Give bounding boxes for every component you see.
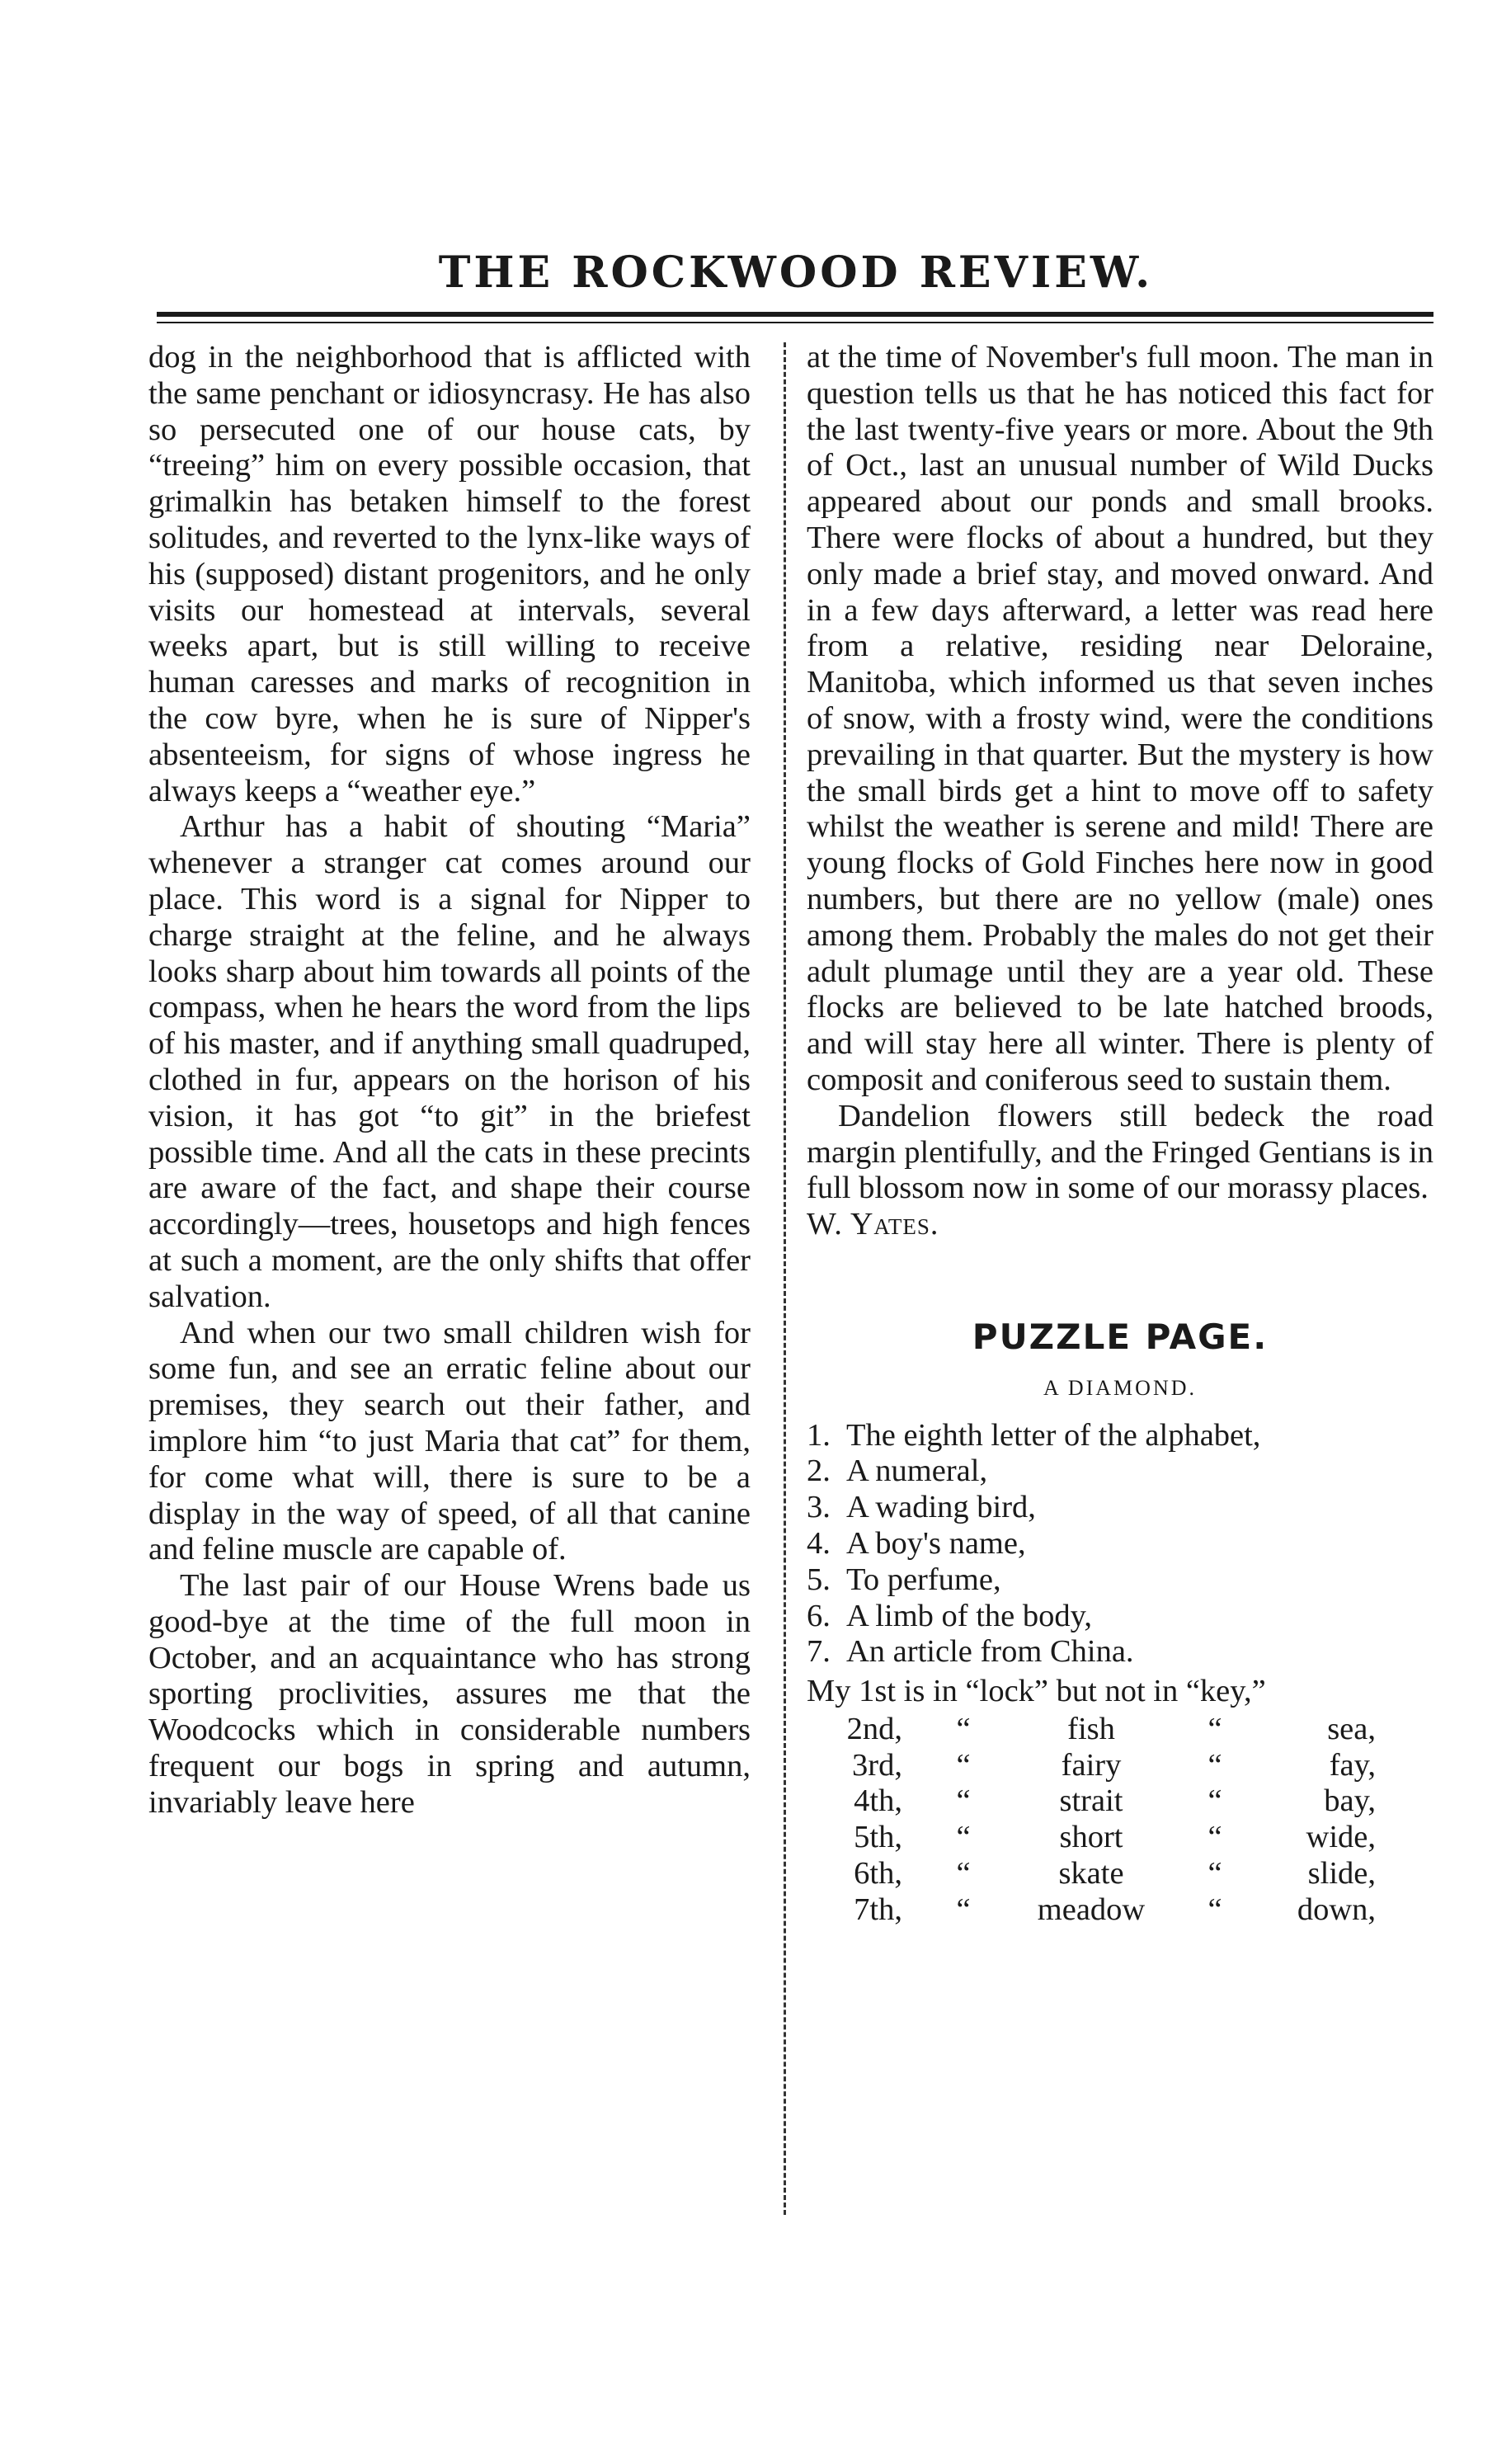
running-head: THE ROCKWOOD REVIEW.: [438, 247, 1154, 298]
puzzle-item-text: A wading bird,: [846, 1490, 1036, 1525]
clue-ditto: “: [1207, 1892, 1222, 1927]
clue-ditto: “: [956, 1820, 971, 1855]
puzzle-item-number: 6.: [807, 1598, 831, 1633]
puzzle-item: [807, 1418, 1433, 1454]
clue-ditto: “: [1207, 1747, 1222, 1783]
clue-ditto: “: [956, 1783, 971, 1819]
clue-ordinal: 2nd,: [846, 1711, 902, 1746]
right-paragraph-1: at the time of November's full moon. The man in question tells us that he has noticed this fact for the last twenty-five years or more. About the 9th of Oct., last an unusual number of Wild Ducks appeared about our ponds and small brooks. There were flocks of about a hundred, but they only made a brief stay, and moved onward. And in a few days afterward, a letter was read here from a relative, residing near Deloraine, Manitoba, which informed us that seven inches of snow, with a frosty wind, were the conditions prevailing in that quarter. But the mystery is how the small birds get a hint to move off to safety whilst the weather is serene and mild! There are young flocks of Gold Finches here now in good numbers, but there are no yellow (male) ones among them. Probably the males do not get their adult plumage until they are a year old. These flocks are believed to be late hatched broods, and will stay here all winter. There is plenty of composit and coniferous seed to sustain them.: [807, 340, 1433, 1097]
clue-in-word: strait: [1059, 1783, 1123, 1819]
clue-ditto: “: [1207, 1820, 1222, 1855]
clue-ordinal: 6th,: [854, 1856, 902, 1892]
clue-ditto: “: [1207, 1711, 1222, 1746]
puzzle-item-number: 2.: [807, 1453, 831, 1489]
puzzle-item: [807, 1634, 1433, 1670]
right-column: [807, 340, 1433, 1929]
puzzle-list: [807, 1418, 1433, 1671]
puzzle-item-number: 3.: [807, 1490, 831, 1525]
clue-in-word: short: [1059, 1820, 1123, 1855]
puzzle-item: [807, 1599, 1433, 1635]
puzzle-title: PUZZLE PAGE.: [972, 1316, 1269, 1357]
puzzle-item-text: A limb of the body,: [846, 1598, 1092, 1633]
left-column: [148, 340, 751, 1821]
clue-ditto: “: [956, 1711, 971, 1746]
puzzle-item-text: A boy's name,: [846, 1525, 1026, 1561]
puzzle-item-text: A numeral,: [846, 1453, 988, 1489]
column-divider: [784, 342, 786, 2215]
signature-text: W. Yates.: [807, 1207, 939, 1242]
puzzle-item-text: The eighth letter of the alphabet,: [846, 1417, 1261, 1453]
puzzle-item-number: 5.: [807, 1562, 831, 1597]
left-paragraph-2: Arthur has a habit of shouting “Maria” whenever a stranger cat comes around our place. This word is a signal for Nipper to charge straight at the feline, and he always looks sharp about him towards all points of the compass, when he hears the word from the lips of his master, and if anything small quadruped, clothed in fur, appears on the horison of his vision, it has got “to git” in the briefest possible time. And all the cats in these precints are aware of the fact, and shape their course accordingly—trees, housetops and high fences at such a moment, are the only shifts that offer salvation.: [148, 809, 751, 1314]
puzzle-item: [807, 1526, 1433, 1562]
puzzle-item-text: An article from China.: [846, 1634, 1134, 1670]
clue-ordinal: 4th,: [854, 1783, 902, 1819]
header-rule-thin: [157, 322, 1433, 323]
clue-out-word: down,: [1297, 1892, 1376, 1927]
clue-in-word: meadow: [1037, 1892, 1146, 1927]
puzzle-item: [807, 1490, 1433, 1526]
clue-out-word: slide,: [1307, 1856, 1376, 1892]
puzzle-item-number: 1.: [807, 1417, 831, 1453]
clue-out-word: bay,: [1324, 1783, 1376, 1819]
puzzle-item-number: 7.: [807, 1634, 831, 1670]
clue-table: [807, 1712, 1433, 1929]
clue-out-word: sea,: [1327, 1711, 1376, 1746]
left-paragraph-4: The last pair of our House Wrens bade us good-bye at the time of the full moon in October, and an acquaintance who has strong sporting proclivities, assures me that the Woodcocks which in considerable numbers frequent our bogs in spring and autumn, invariably leave here: [148, 1568, 751, 1820]
clue-ditto: “: [956, 1892, 971, 1927]
clue-in-word: fairy: [1061, 1747, 1122, 1783]
clue-ordinal: 5th,: [854, 1820, 902, 1855]
puzzle-item-number: 4.: [807, 1525, 831, 1561]
clue-ordinal: 3rd,: [852, 1747, 902, 1783]
clue-ditto: “: [956, 1856, 971, 1892]
clue-out-word: fay,: [1329, 1747, 1376, 1783]
clue-intro: My 1st is in “lock” but not in “key,”: [807, 1674, 1266, 1709]
clue-in-word: skate: [1058, 1856, 1124, 1892]
author-signature: [807, 1207, 1433, 1243]
puzzle-subtitle: A DIAMOND.: [1043, 1375, 1197, 1400]
puzzle-item-text: To perfume,: [846, 1562, 1001, 1597]
left-paragraph-1: dog in the neighborhood that is afflicted with the same penchant or idiosyncrasy. He has also so persecuted one of our house cats, by “treeing” him on every possible occasion, that grimalkin has betaken himself to the forest solitudes, and reverted to the lynx-like ways of his (supposed) distant progenitors, and he only visits our homestead at intervals, several weeks apart, but is still willing to receive human caresses and marks of recognition in the cow byre, when he is sure of Nipper's absenteeism, for signs of whose ingress he always keeps a “weather eye.”: [148, 340, 751, 808]
puzzle-item: [807, 1453, 1433, 1490]
clue-in-word: fish: [1067, 1711, 1115, 1746]
puzzle-item: [807, 1562, 1433, 1599]
left-paragraph-3: And when our two small children wish for some fun, and see an erratic feline about our premises, they search out their father, and implore him “to just Maria that cat” for them, for come what will, there is sure to be a display in the way of speed, of all that canine and feline muscle are capable of.: [148, 1315, 751, 1567]
clue-out-word: wide,: [1306, 1820, 1376, 1855]
clue-ditto: “: [1207, 1856, 1222, 1892]
header-rule-thick: [157, 312, 1433, 317]
clue-ordinal: 7th,: [854, 1892, 902, 1927]
clue-ditto: “: [1207, 1783, 1222, 1819]
clue-ditto: “: [956, 1747, 971, 1783]
right-paragraph-2: Dandelion flowers still bedeck the road margin plentifully, and the Fringed Gentians is in full blossom now in some of our morassy places.: [807, 1098, 1433, 1206]
